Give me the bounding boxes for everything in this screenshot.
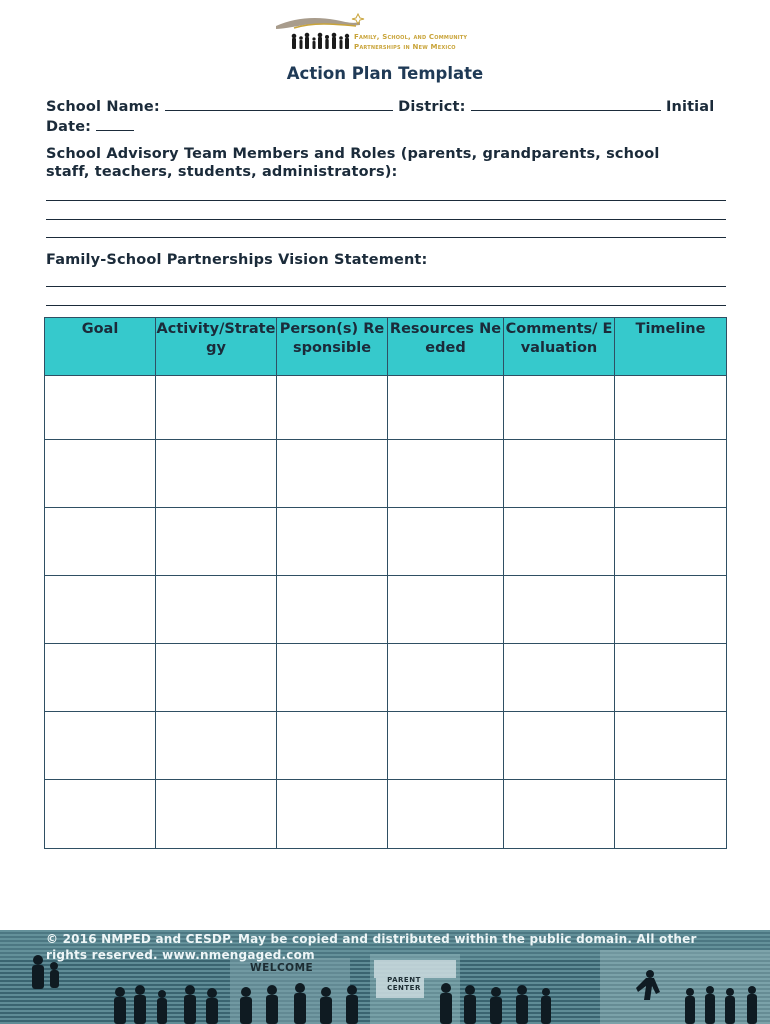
table-cell[interactable]: [156, 376, 277, 440]
logo: [274, 12, 496, 56]
advisory-team-line-2[interactable]: [46, 219, 726, 220]
table-cell[interactable]: [277, 508, 388, 576]
header-resources-needed: Resources Needed: [388, 318, 504, 376]
logo-text-line1: Family, School, and Community: [354, 33, 468, 41]
table-cell[interactable]: [504, 376, 615, 440]
table-cell[interactable]: [388, 440, 504, 508]
table-cell[interactable]: [388, 712, 504, 780]
table-cell[interactable]: [615, 644, 727, 712]
district-blank[interactable]: [471, 96, 661, 111]
school-info-row: [46, 96, 726, 116]
advisory-team-line-3[interactable]: [46, 237, 726, 238]
header-persons-responsible: Person(s) Responsible: [277, 318, 388, 376]
advisory-team-label-line1: School Advisory Team Members and Roles (parents, grandparents, school: [46, 146, 660, 162]
table-cell[interactable]: [388, 508, 504, 576]
table-cell[interactable]: [504, 780, 615, 849]
table-cell[interactable]: [504, 576, 615, 644]
welcome-sign: WELCOME: [250, 962, 314, 974]
table-cell[interactable]: [277, 644, 388, 712]
table-row: [45, 644, 727, 712]
table-row: [45, 376, 727, 440]
school-name-blank[interactable]: [165, 96, 393, 111]
table-cell[interactable]: [156, 712, 277, 780]
copyright-footer: © 2016 NMPED and CESDP. May be copied and distributed within the public domain. All other rights reserved. www.nmengaged.com: [46, 932, 697, 962]
page-title: Action Plan Template: [286, 64, 484, 83]
table-cell[interactable]: [504, 508, 615, 576]
table-row: [45, 712, 727, 780]
initial-date-blank[interactable]: [96, 116, 134, 131]
table-cell[interactable]: [45, 508, 156, 576]
advisory-team-line-1[interactable]: [46, 200, 726, 201]
header-activity-strategy: Activity/Strategy: [156, 318, 277, 376]
date-row: [46, 116, 726, 136]
table-cell[interactable]: [156, 508, 277, 576]
header-goal: Goal: [45, 318, 156, 376]
table-cell[interactable]: [615, 712, 727, 780]
table-cell[interactable]: [504, 644, 615, 712]
table-cell[interactable]: [277, 780, 388, 849]
table-cell[interactable]: [388, 376, 504, 440]
table-cell[interactable]: [45, 576, 156, 644]
district-label: District:: [398, 99, 466, 115]
vision-statement-line-2[interactable]: [46, 305, 726, 306]
table-cell[interactable]: [156, 440, 277, 508]
table-cell[interactable]: [388, 644, 504, 712]
table-cell[interactable]: [504, 440, 615, 508]
table-cell[interactable]: [277, 576, 388, 644]
vision-statement-label: Family-School Partnerships Vision Statement:: [46, 252, 428, 268]
table-cell[interactable]: [504, 712, 615, 780]
table-cell[interactable]: [45, 644, 156, 712]
table-cell[interactable]: [615, 440, 727, 508]
parent-center-sign: PARENT CENTER: [387, 976, 421, 992]
table-cell[interactable]: [156, 576, 277, 644]
table-row: [45, 440, 727, 508]
initial-date-label-2: Date:: [46, 119, 92, 135]
table-cell[interactable]: [45, 440, 156, 508]
table-cell[interactable]: [277, 712, 388, 780]
advisory-team-label-line2: staff, teachers, students, administrators):: [46, 164, 398, 180]
table-row: [45, 780, 727, 849]
table-cell[interactable]: [156, 644, 277, 712]
table-cell[interactable]: [45, 780, 156, 849]
header-comments-evaluation: Comments/ Evaluation: [504, 318, 615, 376]
logo-text-line2: Partnerships in New Mexico: [354, 43, 456, 51]
header-timeline: Timeline: [615, 318, 727, 376]
table-cell[interactable]: [615, 576, 727, 644]
table-cell[interactable]: [615, 780, 727, 849]
table-cell[interactable]: [45, 376, 156, 440]
table-row: [45, 576, 727, 644]
school-name-label: School Name:: [46, 99, 160, 115]
table-cell[interactable]: [277, 376, 388, 440]
table-cell[interactable]: [388, 576, 504, 644]
table-cell[interactable]: [156, 780, 277, 849]
initial-date-label-1: Initial: [665, 99, 715, 115]
table-row: [45, 508, 727, 576]
vision-statement-line-1[interactable]: [46, 286, 726, 287]
table-cell[interactable]: [277, 440, 388, 508]
table-cell[interactable]: [45, 712, 156, 780]
table-cell[interactable]: [615, 376, 727, 440]
action-plan-table: [44, 317, 727, 849]
table-cell[interactable]: [388, 780, 504, 849]
table-header-row: [45, 318, 727, 376]
table-cell[interactable]: [615, 508, 727, 576]
